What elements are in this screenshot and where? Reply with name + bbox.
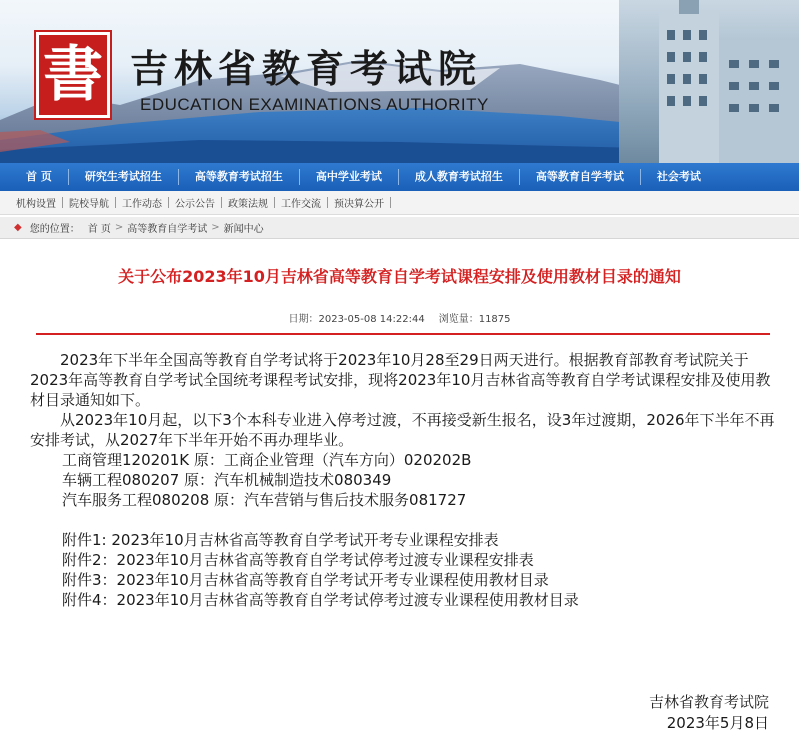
location-pin-icon: ◆	[14, 222, 22, 233]
breadcrumb	[0, 217, 799, 239]
major-item: 工商管理120201K 原：工商企业管理（汽车方向）020202B	[62, 451, 472, 469]
major-item: 车辆工程080207 原：汽车机械制造技术080349	[62, 471, 392, 489]
subnav-exchange[interactable]: 工作交流	[281, 199, 321, 210]
article-meta	[0, 310, 799, 325]
title-divider	[36, 333, 770, 335]
subnav-notices[interactable]: 公示公告	[175, 199, 215, 210]
main-nav	[0, 163, 799, 191]
subnav-budget[interactable]: 预决算公开	[334, 199, 384, 210]
article-views: 浏览量：11875	[438, 314, 511, 325]
nav-adult-edu-exam[interactable]: 成人教育考试招生	[414, 170, 503, 183]
breadcrumb-self-study[interactable]: 高等教育自学考试	[127, 224, 208, 235]
breadcrumb-separator: >	[114, 222, 124, 233]
logo-mark: 書	[43, 40, 103, 110]
nav-self-study-exam[interactable]: 高等教育自学考试	[535, 170, 624, 183]
subnav-schools[interactable]: 院校导航	[69, 199, 109, 210]
article-date: 日期：2023-05-08 14:22:44	[288, 314, 425, 325]
subnav-policies[interactable]: 政策法规	[228, 199, 268, 210]
attachment-link-4[interactable]: 附件4：2023年10月吉林省高等教育自学考试停考过渡专业课程使用教材目录	[62, 591, 579, 609]
nav-higher-edu-exam[interactable]: 高等教育考试招生	[194, 170, 283, 183]
paragraph-transition: 从2023年10月起，以下3个本科专业进入停考过渡，不再接受新生报名，设3年过渡期，2026年下半年不再安排考试，从2027年下半年开始不再办理毕业。	[30, 411, 775, 449]
signature-date: 2023年5月8日	[666, 714, 769, 732]
building-graphic	[619, 0, 799, 163]
breadcrumb-separator: >	[211, 222, 220, 233]
attachment-link-1[interactable]: 附件1: 2023年10月吉林省高等教育自学考试开考专业课程安排表	[62, 531, 499, 549]
subnav-divider	[390, 197, 391, 208]
sub-nav	[0, 191, 799, 215]
breadcrumb-prefix: 您的位置：	[29, 224, 80, 235]
paragraph-intro: 2023年下半年全国高等教育自学考试将于2023年10月28至29日两天进行。根据教育部教育考试院关于2023年高等教育自学考试全国统考课程考试安排，现将2023年10月吉林省高等教育自学考试课程安排及使用教材目录通知如下。	[30, 351, 771, 409]
signature-org: 吉林省教育考试院	[648, 693, 769, 711]
nav-social-exam[interactable]: 社会考试	[656, 170, 701, 183]
nav-high-school-exam[interactable]: 高中学业考试	[315, 170, 382, 183]
breadcrumb-news-center[interactable]: 新闻中心	[223, 224, 264, 235]
subnav-organization[interactable]: 机构设置	[16, 199, 56, 210]
subnav-work-news[interactable]: 工作动态	[122, 199, 162, 210]
site-subtitle: EDUCATION EXAMINATIONS AUTHORITY	[140, 95, 489, 114]
attachment-link-2[interactable]: 附件2：2023年10月吉林省高等教育自学考试停考过渡专业课程安排表	[62, 551, 534, 569]
nav-home[interactable]: 首 页	[26, 170, 52, 183]
site-title: 吉林省教育考试院	[130, 46, 483, 91]
article-body	[30, 350, 780, 610]
nav-graduate-exam[interactable]: 研究生考试招生	[84, 170, 162, 183]
header-banner	[0, 0, 799, 163]
attachment-link-3[interactable]: 附件3：2023年10月吉林省高等教育自学考试开考专业课程使用教材目录	[62, 571, 549, 589]
site-logo[interactable]	[36, 32, 110, 118]
major-item: 汽车服务工程080208 原：汽车营销与售后技术服务081727	[62, 491, 467, 509]
article-title: 关于公布2023年10月吉林省高等教育自学考试课程安排及使用教材目录的通知	[118, 267, 681, 286]
breadcrumb-home[interactable]: 首 页	[87, 224, 111, 235]
signature-block	[649, 692, 769, 734]
